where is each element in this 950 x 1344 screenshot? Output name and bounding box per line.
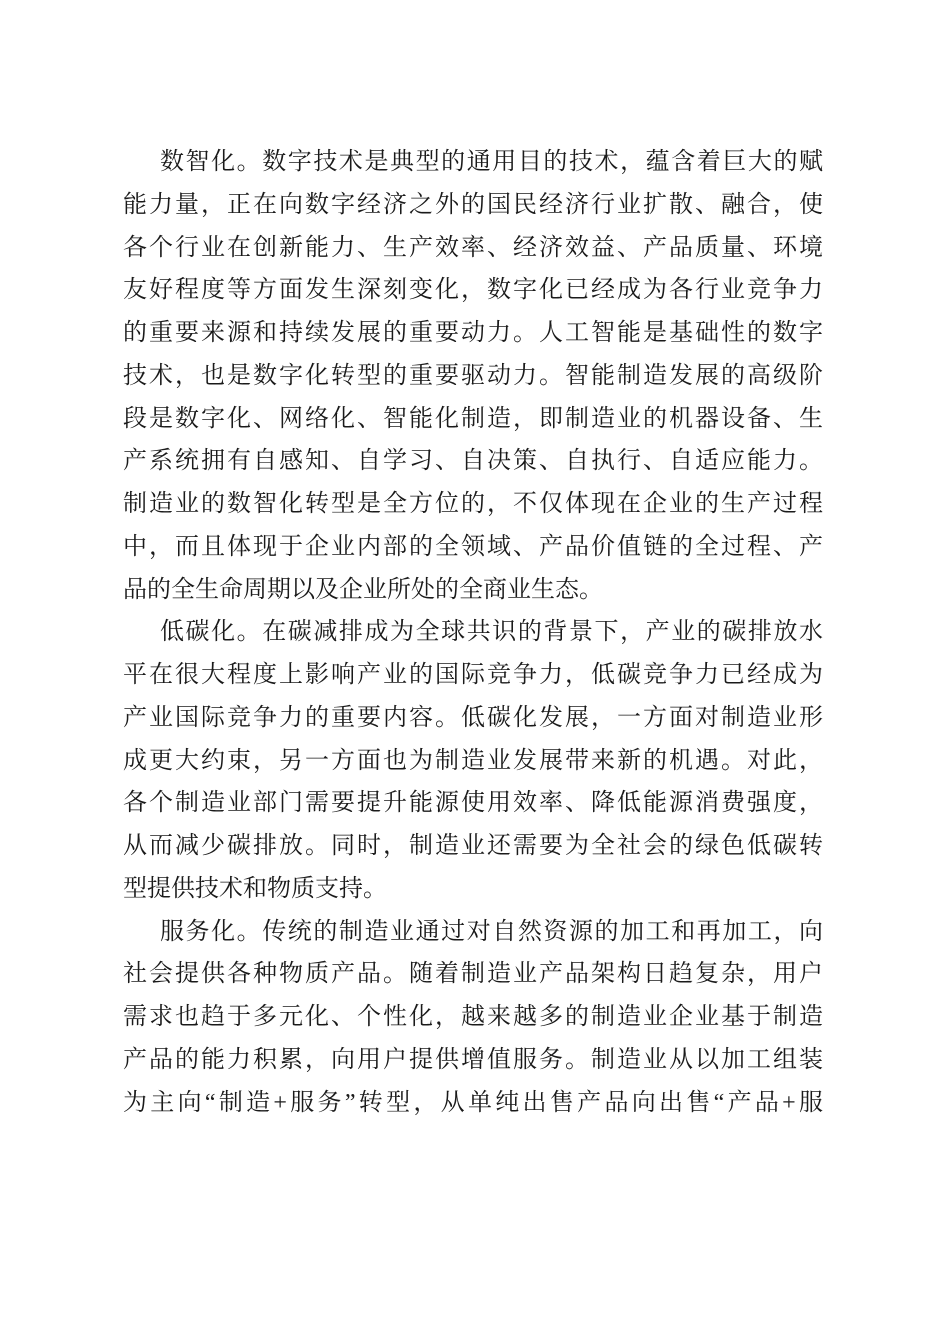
paragraph-digital-intelligence	[123, 141, 823, 611]
text-line: 各个制造业部门需要提升能源使用效率、降低能源消费强度，	[123, 790, 823, 817]
text-line: 段是数字化、网络化、智能化制造，即制造业的机器设备、生	[123, 405, 823, 432]
document-page	[123, 141, 823, 1124]
text-line: 制造业的数智化转型是全方位的，不仅体现在企业的生产过程	[123, 491, 823, 517]
text-line: 型提供技术和物质支持。	[123, 875, 387, 902]
text-line: 从而减少碳排放。同时，制造业还需要为全社会的绿色低碳转	[123, 833, 823, 859]
text-line: 服务化。传统的制造业通过对自然资源的加工和再加工，向	[160, 918, 823, 945]
text-line: 技术，也是数字化转型的重要驱动力。智能制造发展的高级阶	[123, 362, 823, 389]
text-line: 社会提供各种物质产品。随着制造业产品架构日趋复杂，用户	[123, 961, 823, 988]
text-line: 友好程度等方面发生深刻变化，数字化已经成为各行业竞争力	[123, 277, 823, 304]
text-line: 的重要来源和持续发展的重要动力。人工智能是基础性的数字	[123, 320, 823, 346]
text-line: 产系统拥有自感知、自学习、自决策、自执行、自适应能力。	[123, 448, 823, 475]
text-line: 为主向“制造+服务”转型，从单纯出售产品向出售“产品+服	[123, 1089, 823, 1116]
text-line: 中，而且体现于企业内部的全领域、产品价值链的全过程、产	[123, 533, 823, 560]
text-line: 产业国际竞争力的重要内容。低碳化发展，一方面对制造业形	[123, 704, 823, 731]
text-line: 各个行业在创新能力、生产效率、经济效益、产品质量、环境	[123, 234, 823, 261]
text-line: 低碳化。在碳减排成为全球共识的背景下，产业的碳排放水	[160, 619, 823, 646]
text-line: 平在很大程度上影响产业的国际竞争力，低碳竞争力已经成为	[123, 662, 823, 688]
text-line: 产品的能力积累，向用户提供增值服务。制造业从以加工组装	[123, 1046, 823, 1073]
text-line: 数智化。数字技术是典型的通用目的技术，蕴含着巨大的赋	[160, 149, 823, 175]
paragraph-low-carbon	[123, 611, 823, 910]
text-line: 成更大约束，另一方面也为制造业发展带来新的机遇。对此，	[123, 747, 823, 774]
text-line: 能力量，正在向数字经济之外的国民经济行业扩散、融合，使	[123, 191, 823, 218]
text-line: 品的全生命周期以及企业所处的全商业生态。	[123, 576, 603, 603]
paragraph-servitization	[123, 911, 823, 1125]
text-line: 需求也趋于多元化、个性化，越来越多的制造业企业基于制造	[123, 1004, 823, 1030]
